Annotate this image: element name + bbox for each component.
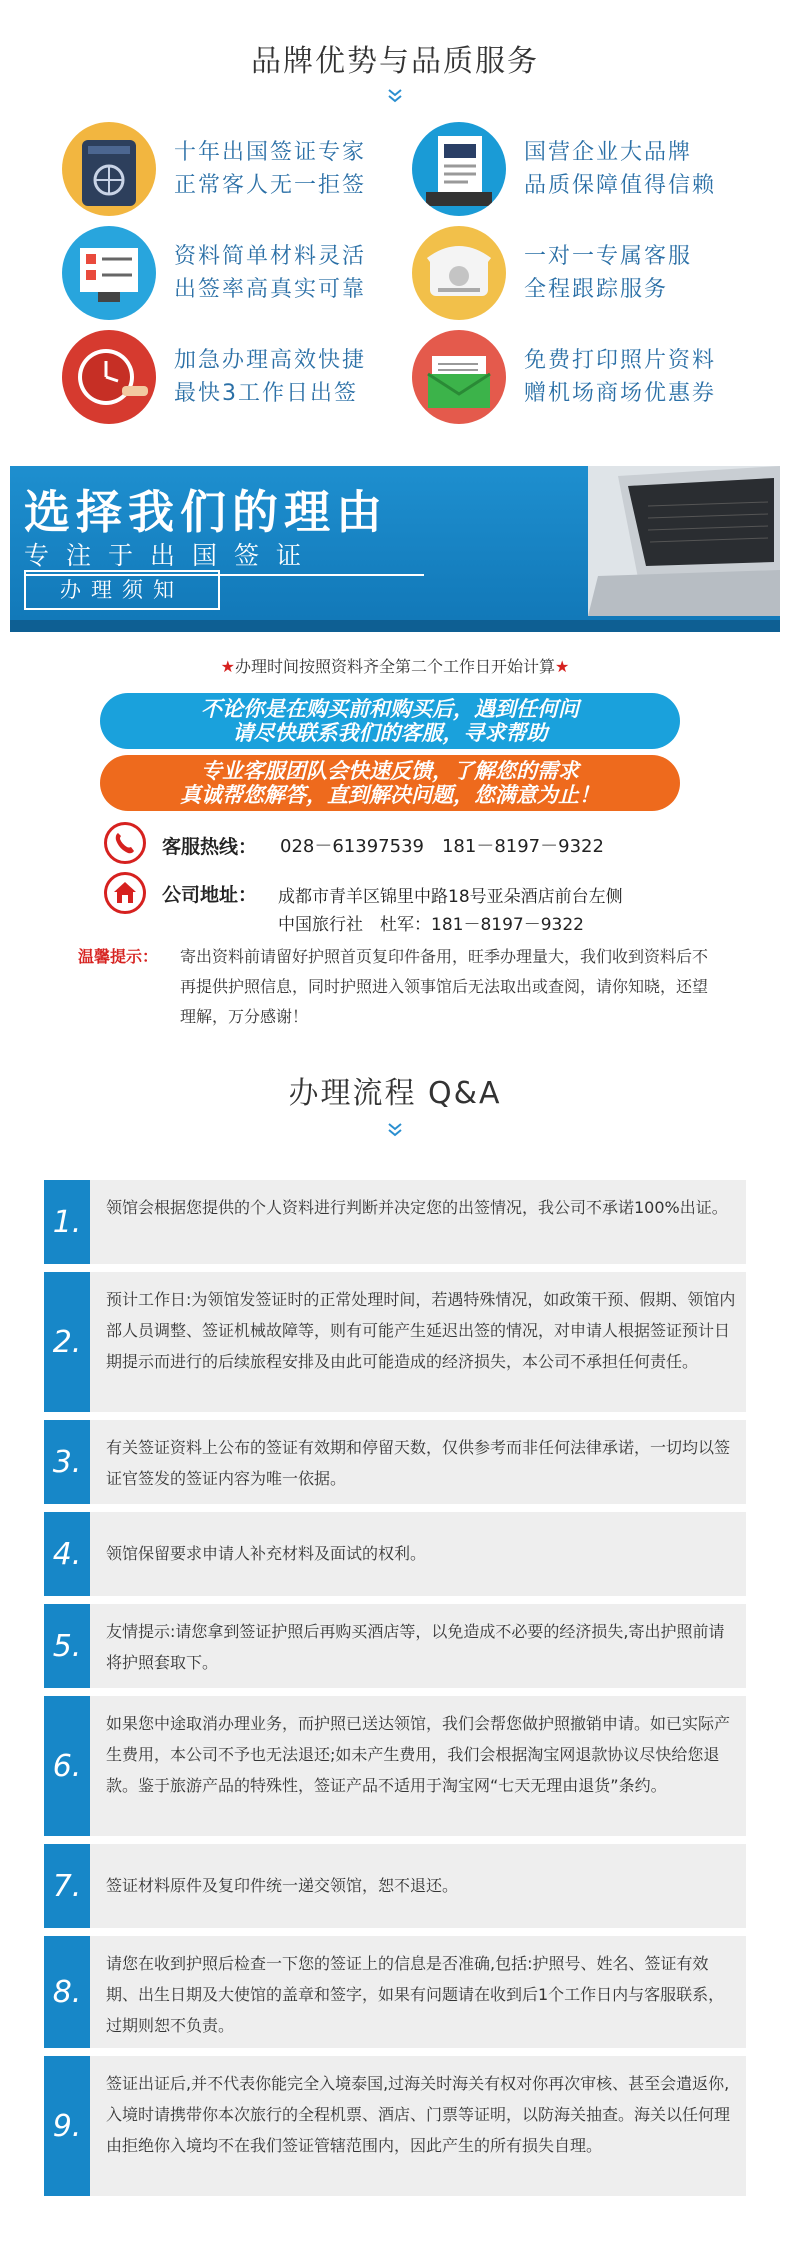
- telephone-icon: [412, 226, 506, 320]
- qa-text: 领馆保留要求申请人补充材料及面试的权利。: [106, 1544, 427, 1563]
- advantage-item: [62, 122, 422, 222]
- advantage-line: 全程跟踪服务: [524, 277, 669, 302]
- qa-text: 预计工作日:为领馆发签证时的正常处理时间，若遇特殊情况，如政策干预、假期、领馆内部人员调整、签证机械故障等，则有可能产生延迟出签的情况，对申请人根据签证预计日期提示而进行的后续旅程安排及由此可能造成的经济损失，本公司不承担任何责任。: [106, 1290, 736, 1371]
- advantage-item: [412, 226, 772, 326]
- qa-number: 8.: [44, 1936, 90, 2048]
- address-contact: 中国旅行社 杜军：181－8197－9322: [278, 915, 584, 935]
- advantage-line: 出签率高真实可靠: [174, 277, 367, 302]
- advantage-line: 品质保障值得信赖: [524, 173, 717, 198]
- laptop-icon: [588, 466, 780, 616]
- qa-number: 1.: [44, 1180, 90, 1264]
- advantage-text: [524, 240, 784, 306]
- qa-item: [44, 1604, 746, 1688]
- qa-number: 3.: [44, 1420, 90, 1504]
- banner-title: 选择我们的理由: [24, 485, 388, 539]
- processing-notice: [0, 654, 790, 677]
- qa-text: 友情提示:请您拿到签证护照后再购买酒店等，以免造成不必要的经济损失,寄出护照前请将护照套取下。: [106, 1622, 725, 1672]
- qa-item: [44, 1936, 746, 2048]
- advantage-text: [174, 136, 434, 202]
- advantage-line: 一对一专属客服: [524, 244, 693, 269]
- qa-number: 2.: [44, 1272, 90, 1412]
- hotline-label: 客服热线：: [162, 836, 258, 858]
- advantage-line: 资料简单材料灵活: [174, 244, 367, 269]
- pill-line: 不论你是在购买前和购买后，遇到任何问: [201, 697, 579, 721]
- address-value: 成都市青羊区锦里中路18号亚朵酒店前台左侧: [278, 887, 623, 907]
- qa-item: [44, 1272, 746, 1412]
- pill-line: 专业客服团队会快速反馈，了解您的需求: [201, 759, 579, 783]
- chevron-down-icon: [383, 88, 407, 104]
- home-icon: [104, 872, 146, 914]
- tip-body: 寄出资料前请留好护照首页复印件备用，旺季办理量大，我们收到资料后不再提供护照信息，同时护照进入领事馆后无法取出或查阅，请你知晓，还望理解，万分感谢！: [180, 947, 709, 1026]
- advantage-item: [62, 226, 422, 326]
- notice-button[interactable]: 办理须知: [24, 570, 220, 610]
- reasons-banner: [10, 466, 780, 632]
- qa-number: 4.: [44, 1512, 90, 1596]
- qa-text: 如果您中途取消办理业务，而护照已送达领馆，我们会帮您做护照撤销申请。如已实际产生费用，本公司不予也无法退还;如未产生费用，我们会根据淘宝网退款协议尽快给您退款。鉴于旅游产品的特殊性，签证产品不适用于淘宝网“七天无理由退货”条约。: [106, 1714, 731, 1795]
- qa-item: [44, 1180, 746, 1264]
- checklist-icon: [62, 226, 156, 320]
- banner-bottom-bar: [10, 620, 780, 632]
- advantage-text: [174, 344, 434, 410]
- advantage-line: 赠机场商场优惠券: [524, 381, 717, 406]
- clock-icon: [62, 330, 156, 424]
- passport-icon: [62, 122, 156, 216]
- advantage-line: 最快3工作日出签: [174, 381, 358, 406]
- tip-label: 温馨提示：: [78, 947, 159, 966]
- qa-number: 9.: [44, 2056, 90, 2196]
- document-icon: [412, 122, 506, 216]
- qa-item: [44, 1844, 746, 1928]
- advantage-line: 国营企业大品牌: [524, 140, 693, 165]
- chevron-down-icon: [383, 1122, 407, 1138]
- qa-text: 签证材料原件及复印件统一递交领馆，恕不退还。: [106, 1876, 459, 1895]
- qa-number: 5.: [44, 1604, 90, 1688]
- advantage-text: [174, 240, 434, 306]
- qa-item: [44, 2056, 746, 2196]
- qa-number: 7.: [44, 1844, 90, 1928]
- help-banner-blue: [100, 693, 680, 749]
- qa-text: 签证出证后,并不代表你能完全入境泰国,过海关时海关有权对你再次审核、甚至会遣返你,入境时请携带你本次旅行的全程机票、酒店、门票等证明，以防海关抽查。海关以任何理由拒绝你入境均不在我们签证管辖范围内，因此产生的所有损失自理。: [106, 2074, 731, 2155]
- hotline-value[interactable]: 028－61397539 181－8197－9322: [280, 836, 604, 857]
- qa-item: [44, 1420, 746, 1504]
- qa-text: 请您在收到护照后检查一下您的签证上的信息是否准确,包括:护照号、姓名、签证有效期、出生日期及大使馆的盖章和签字，如果有问题请在收到后1个工作日内与客服联系，过期则恕不负责。: [106, 1954, 725, 2035]
- address-label: 公司地址：: [162, 884, 258, 906]
- envelope-icon: [412, 330, 506, 424]
- pill-line: 真诚帮您解答，直到解决问题，您满意为止！: [180, 783, 600, 807]
- advantage-item: [62, 330, 422, 430]
- notice-text: 办理时间按照资料齐全第二个工作日开始计算: [234, 657, 555, 676]
- qa-text: 领馆会根据您提供的个人资料进行判断并决定您的出签情况，我公司不承诺100%出证。: [106, 1198, 728, 1217]
- qa-section-title: 办理流程 Q&A: [288, 1076, 502, 1111]
- advantage-line: 加急办理高效快捷: [174, 348, 367, 373]
- qa-item: [44, 1696, 746, 1836]
- banner-subtitle: 专注于出国签证: [24, 536, 424, 576]
- advantage-line: 免费打印照片资料: [524, 348, 717, 373]
- brand-section-title: 品牌优势与品质服务: [251, 44, 539, 79]
- star-icon: ★: [220, 657, 235, 676]
- qa-item: [44, 1512, 746, 1596]
- advantage-item: [412, 122, 772, 222]
- advantage-line: 十年出国签证专家: [174, 140, 367, 165]
- advantage-text: [524, 136, 784, 202]
- star-icon: ★: [555, 657, 570, 676]
- advantage-item: [412, 330, 772, 430]
- pill-line: 请尽快联系我们的客服，寻求帮助: [232, 721, 548, 745]
- help-banner-orange: [100, 755, 680, 811]
- advantage-text: [524, 344, 784, 410]
- qa-text: 有关签证资料上公布的签证有效期和停留天数，仅供参考而非任何法律承诺，一切均以签证官签发的签证内容为唯一依据。: [106, 1438, 731, 1488]
- advantage-line: 正常客人无一拒签: [174, 173, 367, 198]
- qa-number: 6.: [44, 1696, 90, 1836]
- phone-icon: [104, 822, 146, 864]
